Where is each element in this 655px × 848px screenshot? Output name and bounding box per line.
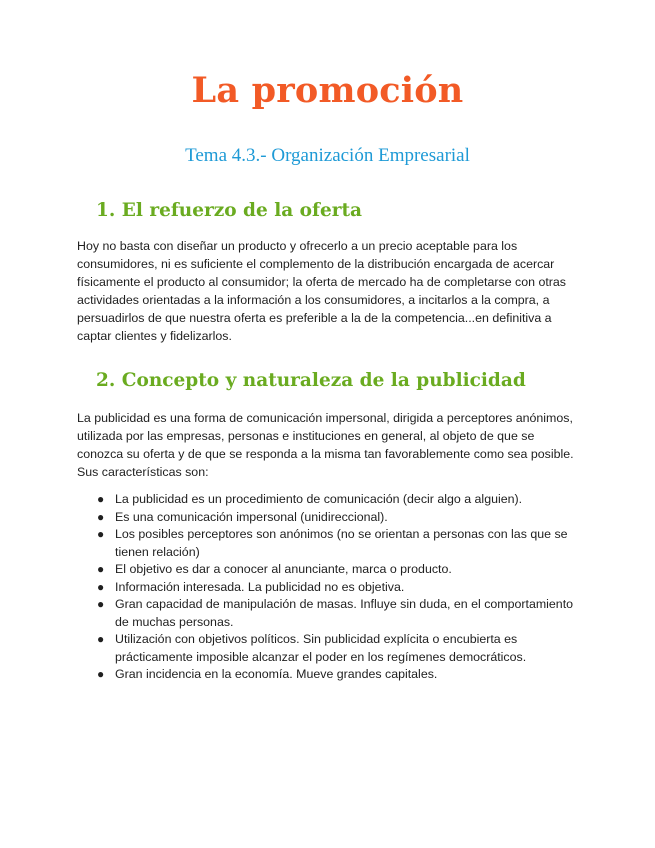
section-heading-refuerzo: 1. El refuerzo de la oferta [96,200,363,221]
section-paragraph-refuerzo: Hoy no basta con diseñar un producto y ofrecerlo a un precio aceptable para los consumidores, ni es suficiente el complemento de la distribución encargada de acercar físicamente el producto al consumidor; la oferta de mercado ha de completarse con otras actividades orientadas a la información a los consumidores, a incitarlos a la compra, a persuadirlos de que nuestra oferta es preferible a la de la competencia...en definitiva a captar clientes y fidelizarlos. [77,239,567,343]
list-item [77,491,582,509]
list-item-text: Los posibles perceptores son anónimos (no se orientan a personas con las que se tienen relación) [115,527,568,559]
list-item [77,666,582,684]
bullet-icon: ● [97,579,105,594]
list-item-text: El objetivo es dar a conocer al anunciante, marca o producto. [115,562,452,576]
list-item [77,631,582,666]
list-item [77,579,582,597]
bullet-icon: ● [97,562,105,576]
bullet-icon: ● [97,632,105,646]
list-item [77,526,582,561]
section-paragraph-publicidad: La publicidad es una forma de comunicación impersonal, dirigida a perceptores anónimos, utilizada por las empresas, personas e instituciones en general, al objeto de que se conozca su oferta y de que se responda a la misma tan favorablemente como sea posible. Sus características son: [77,411,574,479]
bullet-icon: ● [97,667,105,681]
list-item-text: Gran capacidad de manipulación de masas. Influye sin duda, en el comportamiento de muchas personas. [115,597,574,629]
bullet-icon: ● [97,527,105,541]
list-item-text: Es una comunicación impersonal (unidireccional). [115,509,388,524]
list-item-text: Utilización con objetivos políticos. Sin publicidad explícita o encubierta es prácticamente imposible alcanzar el poder en los regímenes democráticos. [115,632,527,664]
list-item [77,509,582,527]
bullet-icon: ● [97,509,105,524]
characteristics-list [77,491,582,684]
list-item-text: Gran incidencia en la economía. Mueve grandes capitales. [115,667,438,681]
list-item [77,561,582,579]
list-item [77,596,582,631]
list-item-text: La publicidad es un procedimiento de comunicación (decir algo a alguien). [115,492,523,506]
bullet-icon: ● [97,597,105,611]
document-subtitle: Tema 4.3.- Organización Empresarial [185,145,470,166]
bullet-icon: ● [97,492,105,506]
section-heading-publicidad: 2. Concepto y naturaleza de la publicidad [96,370,526,391]
document-title: La promoción [191,70,464,111]
list-item-text: Información interesada. La publicidad no es objetiva. [115,579,405,594]
